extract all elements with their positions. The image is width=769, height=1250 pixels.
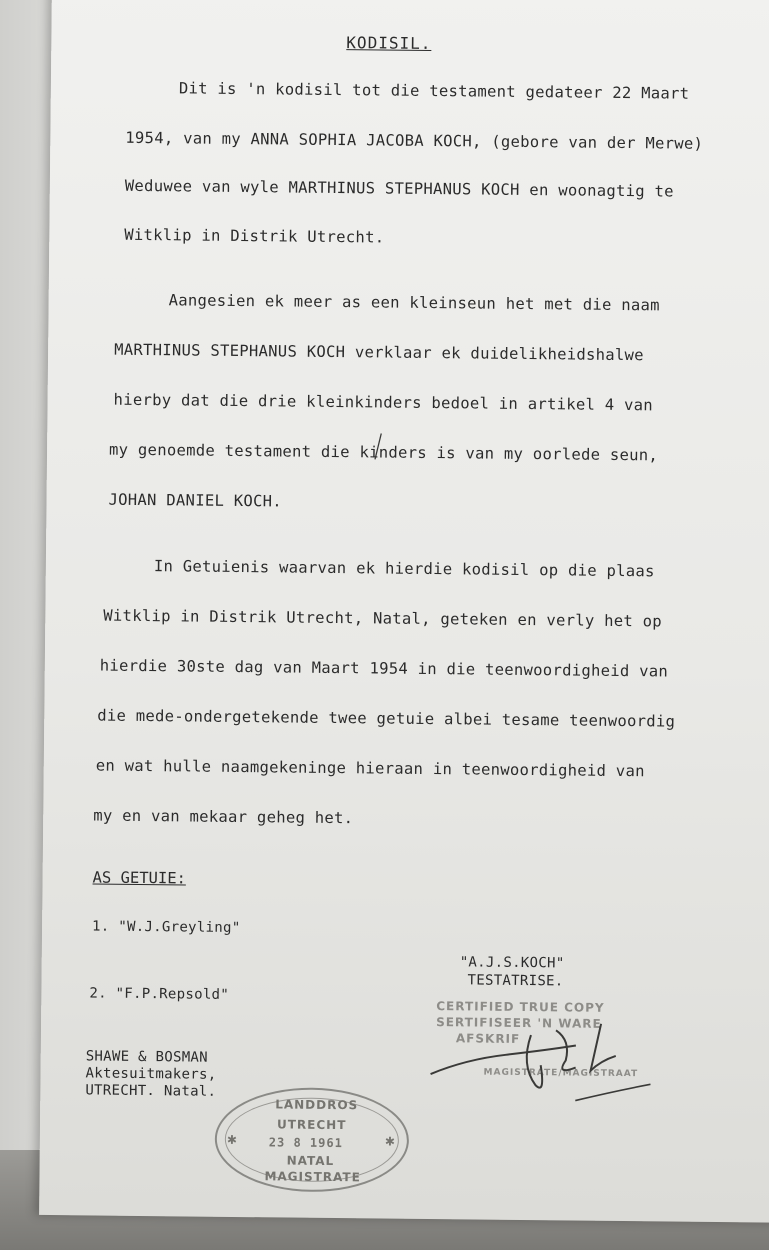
drafter-line2: Aktesuitmakers, xyxy=(85,1065,217,1083)
stamp-star-left-icon: ✱ xyxy=(226,1132,238,1148)
document-page xyxy=(39,0,769,1223)
paragraph2-line3: hierby dat die drie kleinkinders bedoel in artikel 4 van xyxy=(113,390,654,415)
paragraph2-line1: Aangesien ek meer as een kleinseun het met die naam xyxy=(168,291,660,315)
magistrate-round-stamp xyxy=(214,1087,409,1193)
paragraph3-line6: my en van mekaar geheg het. xyxy=(93,806,354,828)
stamp-region: NATAL xyxy=(286,1153,335,1169)
paragraph2-line4: my genoemde testament die kinders is van my oorlede seun, xyxy=(108,440,659,465)
paragraph3-line5: en wat hulle naamgekeninge hieraan in teenwoordigheid van xyxy=(95,756,645,781)
paragraph3-line2: Witklip in Distrik Utrecht, Natal, geteken en verly het op xyxy=(103,606,663,631)
stamp-top-text: LANDDROS xyxy=(275,1097,359,1113)
witness-2: 2. "F.P.Repsold" xyxy=(89,985,230,1003)
paragraph3-line4: die mede-ondergetekende twee getuie albei tesame teenwoordig xyxy=(97,706,676,731)
paragraph1-line4: Witklip in Distrik Utrecht. xyxy=(124,225,385,247)
stamp-star-right-icon: ✱ xyxy=(384,1134,396,1149)
paragraph1-line2: 1954, van my ANNA SOPHIA JACOBA KOCH, (gebore van der Merwe) xyxy=(125,128,704,153)
paragraph3-line1: In Getuienis waarvan ek hierdie kodisil op die plaas xyxy=(153,557,655,581)
stamp-date: 23 8 1961 xyxy=(268,1135,343,1151)
paragraph1-line1: Dit is 'n kodisil tot die testament gedateer 22 Maart xyxy=(178,79,690,103)
paragraph2-line5: JOHAN DANIEL KOCH. xyxy=(108,490,283,511)
pen-mark xyxy=(369,431,389,461)
drafter-line3: UTRECHT. Natal. xyxy=(85,1082,217,1100)
document-title: KODISIL. xyxy=(346,33,432,53)
stamp-bottom-text: MAGISTRATE xyxy=(264,1169,361,1185)
testatrix-name: "A.J.S.KOCH" xyxy=(459,954,565,972)
witness-header: AS GETUIE: xyxy=(92,868,187,888)
testatrix-label: TESTATRISE. xyxy=(467,972,564,990)
paragraph2-line2: MARTHINUS STEPHANUS KOCH verklaar ek duidelikheidshalwe xyxy=(114,340,644,365)
cert-stamp-line3: AFSKRIF xyxy=(455,1031,521,1046)
cert-stamp-line1: CERTIFIED TRUE COPY xyxy=(436,999,605,1015)
stamp-place: UTRECHT xyxy=(276,1117,347,1133)
handwritten-signature xyxy=(425,1004,666,1117)
paragraph3-line3: hierdie 30ste dag van Maart 1954 in die teenwoordigheid van xyxy=(99,656,669,681)
paragraph1-line3: Weduwee van wyle MARTHINUS STEPHANUS KOCH en woonagtig te xyxy=(124,176,674,201)
cert-stamp-line4: MAGISTRATE/MAGISTRAAT xyxy=(483,1067,639,1080)
drafter-line1: SHAWE & BOSMAN xyxy=(85,1048,209,1066)
cert-stamp-line2: SERTIFISEER 'N WARE xyxy=(436,1015,602,1031)
witness-1: 1. "W.J.Greyling" xyxy=(92,918,241,937)
